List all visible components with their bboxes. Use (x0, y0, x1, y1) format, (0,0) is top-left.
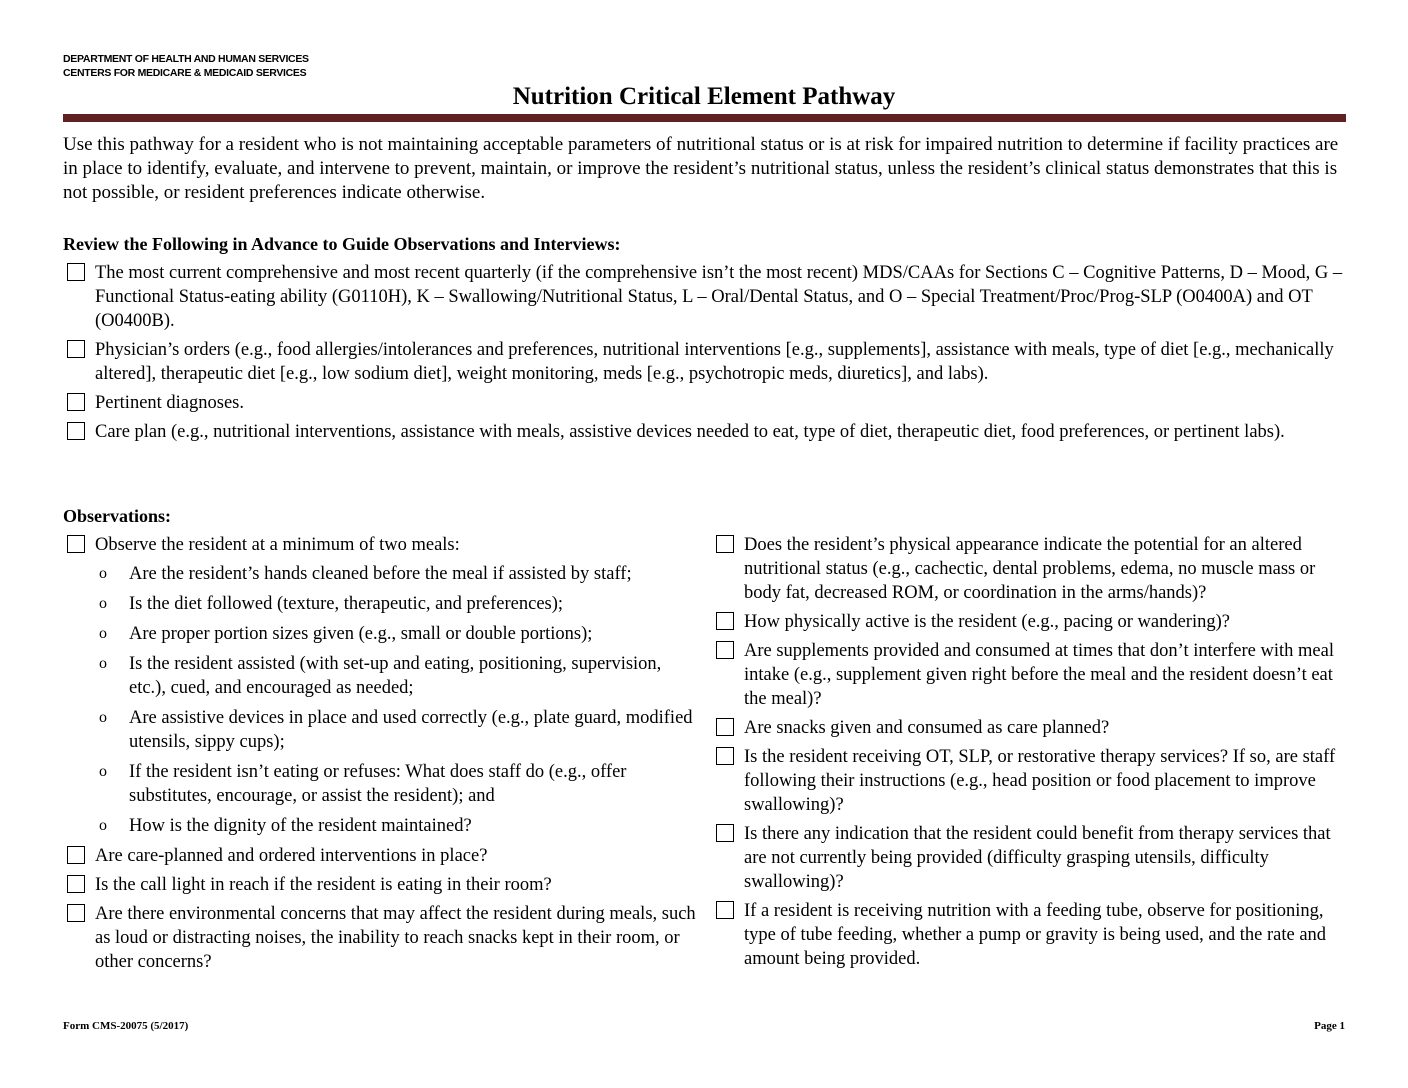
checkbox[interactable] (67, 904, 85, 922)
title-divider (63, 114, 1346, 122)
observation-item: Are care-planned and ordered interventions in place? (63, 844, 698, 868)
observation-subitem: o Are the resident’s hands cleaned before the meal if assisted by staff; (99, 564, 632, 584)
observations-right-column (712, 533, 1342, 976)
checkbox[interactable] (716, 612, 734, 630)
observation-item: Is the call light in reach if the resident is eating in their room? (63, 873, 698, 897)
observation-subitem: o Is the diet followed (texture, therapeutic, and preferences); (99, 594, 564, 614)
observations-heading: Observations: (63, 506, 171, 526)
checkbox[interactable] (67, 846, 85, 864)
intro-paragraph: Use this pathway for a resident who is not maintaining acceptable parameters of nutritional status or is at risk for impaired nutrition to determine if facility practices are in place to identify, evaluate, and intervene to prevent, maintain, or improve the resident’s nutritional status, unless the resident’s clinical status demonstrates that this is not possible, or resident preferences indicate otherwise. (63, 134, 1339, 203)
observation-item: How physically active is the resident (e.g., pacing or wandering)? (712, 610, 1342, 634)
checkbox[interactable] (67, 340, 85, 358)
checkbox[interactable] (67, 875, 85, 893)
checkbox[interactable] (716, 535, 734, 553)
checkbox[interactable] (67, 422, 85, 440)
checkbox[interactable] (716, 747, 734, 765)
observations-left-column (63, 533, 698, 979)
observation-item: Are supplements provided and consumed at times that don’t interfere with meal intake (e.g., supplement given right before the meal and the resident doesn’t eat the meal)? (712, 639, 1342, 711)
review-item: Physician’s orders (e.g., food allergies/intolerances and preferences, nutritional interventions [e.g., supplements], assistance with meals, type of diet [e.g., mechanically altered], therapeutic diet [e.g., low sodium diet], weight monitoring, meds [e.g., psychotropic meds, diuretics], and labs). (63, 338, 1343, 386)
observation-subitem: o How is the dignity of the resident maintained? (99, 816, 472, 836)
review-item: Care plan (e.g., nutritional interventions, assistance with meals, assistive devices needed to eat, type of diet, therapeutic diet, food preferences, or pertinent labs). (63, 420, 1343, 444)
observation-item: Observe the resident at a minimum of two meals: (63, 533, 698, 557)
page-title: Nutrition Critical Element Pathway (512, 83, 896, 110)
observation-subitem: o Is the resident assisted (with set-up and eating, positioning, supervision, etc.), cued, and encouraged as needed; (99, 654, 662, 698)
bullet-icon: o (99, 763, 107, 780)
agency-line-1: DEPARTMENT OF HEALTH AND HUMAN SERVICES (63, 53, 309, 65)
observation-subitem: o If the resident isn’t eating or refuses: What does staff do (e.g., offer substitutes, encourage, or assist the resident); and (99, 762, 627, 806)
checkbox[interactable] (716, 641, 734, 659)
observation-item: Is the resident receiving OT, SLP, or restorative therapy services? If so, are staff following their instructions (e.g., head position or food placement to improve swallowing)? (712, 745, 1342, 817)
agency-line-2: CENTERS FOR MEDICARE & MEDICAID SERVICES (63, 67, 307, 79)
observation-item: Are snacks given and consumed as care planned? (712, 716, 1342, 740)
bullet-icon: o (99, 625, 107, 642)
observation-item: Does the resident’s physical appearance indicate the potential for an altered nutritional status (e.g., cachectic, dental problems, edema, no muscle mass or body fat, decreased ROM, or coordination in the arms/hands)? (712, 533, 1342, 605)
agency-header (63, 52, 309, 80)
page-number: Page 1 (1314, 1020, 1345, 1032)
observation-item: Is there any indication that the resident could benefit from therapy services that are not currently being provided (difficulty grasping utensils, difficulty swallowing)? (712, 822, 1342, 894)
review-item: Pertinent diagnoses. (63, 391, 1343, 415)
review-heading: Review the Following in Advance to Guide Observations and Interviews: (63, 234, 621, 254)
bullet-icon: o (99, 595, 107, 612)
bullet-icon: o (99, 817, 107, 834)
checkbox[interactable] (716, 824, 734, 842)
observation-item: Are there environmental concerns that may affect the resident during meals, such as loud or distracting noises, the inability to reach snacks kept in their room, or other concerns? (63, 902, 698, 974)
bullet-icon: o (99, 709, 107, 726)
checkbox[interactable] (67, 393, 85, 411)
checkbox[interactable] (716, 901, 734, 919)
observation-subitem: o Are proper portion sizes given (e.g., small or double portions); (99, 624, 593, 644)
form-number: Form CMS-20075 (5/2017) (63, 1020, 189, 1032)
checkbox[interactable] (67, 263, 85, 281)
observation-item: If a resident is receiving nutrition with a feeding tube, observe for positioning, type of tube feeding, whether a pump or gravity is being used, and the rate and amount being provided. (712, 899, 1342, 971)
observation-subitem: o Are assistive devices in place and used correctly (e.g., plate guard, modified utensils, sippy cups); (99, 708, 693, 752)
checkbox[interactable] (716, 718, 734, 736)
bullet-icon: o (99, 565, 107, 582)
review-list (63, 261, 1343, 449)
review-item: The most current comprehensive and most recent quarterly (if the comprehensive isn’t the most recent) MDS/CAAs for Sections C – Cognitive Patterns, D – Mood, G – Functional Status-eating ability (G0110H), K – Swallowing/Nutritional Status, L – Oral/Dental Status, and O – Special Treatment/Proc/Prog-SLP (O0400A) and OT (O0400B). (63, 261, 1343, 333)
checkbox[interactable] (67, 535, 85, 553)
bullet-icon: o (99, 655, 107, 672)
